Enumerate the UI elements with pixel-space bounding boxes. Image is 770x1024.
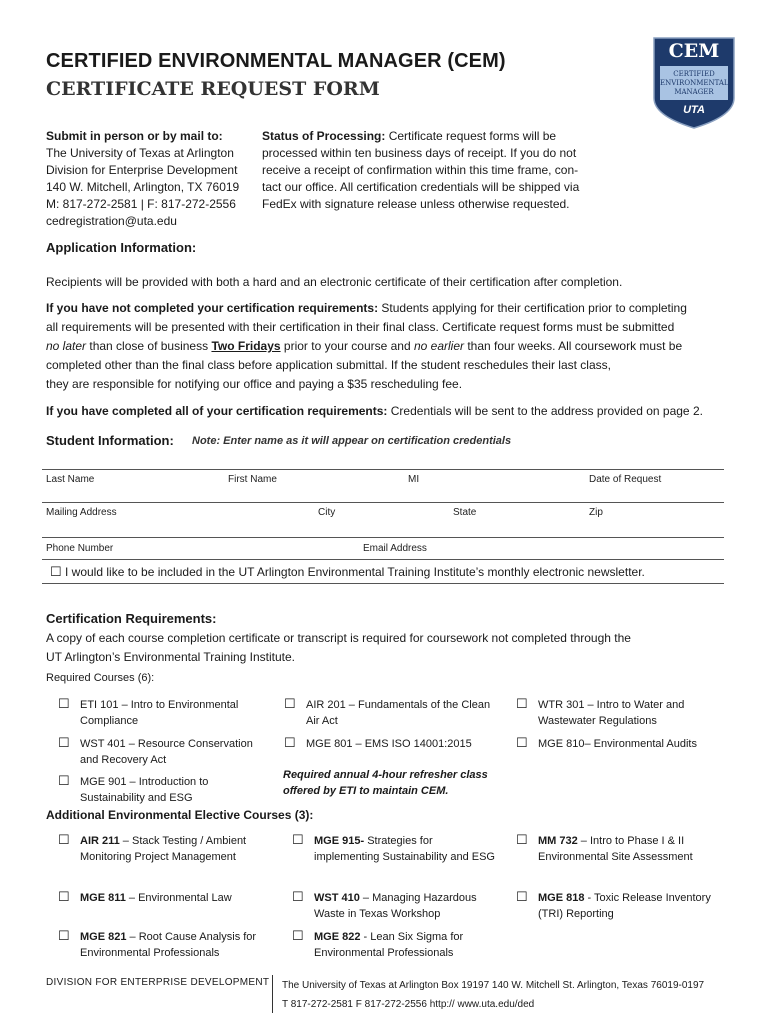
mail-email[interactable]: cedregistration@uta.edu — [46, 214, 177, 228]
course-checkbox[interactable]: ☐ — [58, 735, 70, 750]
email-field[interactable]: Email Address — [363, 543, 427, 554]
mail-line: M: 817-272-2581 | F: 817-272-2556 — [46, 197, 236, 211]
recipients-text: Recipients will be provided with both a hard and an electronic certificate of their certification after completion. — [46, 275, 623, 289]
elective-course: ☐ AIR 211 – Stack Testing / Ambient Monitoring Project Management — [58, 832, 247, 863]
course-checkbox[interactable]: ☐ — [284, 696, 296, 711]
first-name-field[interactable]: First Name — [228, 474, 277, 485]
course-checkbox[interactable]: ☐ — [516, 832, 528, 847]
course-checkbox[interactable]: ☐ — [58, 889, 70, 904]
status-text: receive a receipt of confirmation within this time frame, con- — [262, 163, 579, 177]
course-checkbox[interactable]: ☐ — [516, 696, 528, 711]
required-courses-label: Required Courses (6): — [46, 672, 155, 684]
field-line — [42, 559, 724, 560]
mail-line: 140 W. Mitchell, Arlington, TX 76019 — [46, 180, 240, 194]
mail-line: The University of Texas at Arlington — [46, 146, 234, 160]
elective-course: ☐ WST 410 – Managing Hazardous Waste in Texas Workshop — [292, 889, 477, 920]
city-field[interactable]: City — [318, 507, 336, 518]
required-course: ☐ AIR 201 – Fundamentals of the Clean Air Act — [284, 696, 491, 727]
status-heading: Status of Processing: — [262, 129, 386, 143]
elective-course: ☐ MGE 915- Strategies for implementing Sustainability and ESG — [292, 832, 495, 863]
course-checkbox[interactable]: ☐ — [516, 735, 528, 750]
course-checkbox[interactable]: ☐ — [284, 735, 296, 750]
newsletter-label: I would like to be included in the UT Arlington Environmental Training Institute’s monthly electronic newsletter. — [65, 565, 645, 579]
course-checkbox[interactable]: ☐ — [516, 889, 528, 904]
required-course: ☐ ETI 101 – Intro to Environmental Compliance — [58, 696, 239, 727]
status-text: processed within ten business days of receipt. If you do not — [262, 146, 577, 160]
footer-address: The University of Texas at Arlington Box 19197 140 W. Mitchell St. Arlington, Texas 76019-0197 T 817-272-2581 F 817-272-2556 http:// www.uta.edu/ded — [282, 980, 705, 1010]
required-course: ☐ MGE 801 – EMS ISO 14001:2015 — [284, 735, 472, 750]
mail-heading: Submit in person or by mail to: — [46, 129, 223, 143]
required-course: ☐ MGE 810– Environmental Audits — [516, 735, 697, 750]
form-title: CERTIFIED ENVIRONMENTAL MANAGER (CEM) — [46, 50, 506, 72]
date-field[interactable]: Date of Request — [589, 474, 662, 485]
course-checkbox[interactable]: ☐ — [292, 928, 304, 943]
completed-text: If you have completed all of your certification requirements: Credentials will be sent to the address provided on page 2. — [46, 404, 703, 418]
application-heading: Application Information: — [46, 240, 197, 255]
field-line — [42, 583, 724, 584]
cem-logo — [652, 36, 736, 130]
field-line — [42, 469, 724, 470]
refresher-note: Required annual 4-hour refresher class offered by ETI to maintain CEM. — [283, 769, 488, 797]
not-completed-text: If you have not completed your certification requirements: Students applying for their certification prior to completing all requirements will be presented with their certification in their final class. Certificate request forms must be submitted no later than close of business Two Fridays prior to your course and no earlier than four weeks. All coursework must be completed other than the final class before application submittal. If the student reschedules their last class, they are responsible for notifying our office and paying a $35 rescheduling fee. — [46, 301, 687, 391]
required-course: ☐ WST 401 – Resource Conservation and Recovery Act — [58, 735, 253, 766]
requirements-text: A copy of each course completion certificate or transcript is required for coursework not completed through the UT Arlington’s Environmental Training Institute. — [46, 631, 631, 664]
zip-field[interactable]: Zip — [589, 507, 603, 518]
course-checkbox[interactable]: ☐ — [58, 928, 70, 943]
mi-field[interactable]: MI — [408, 474, 420, 485]
student-note: Note: Enter name as it will appear on certification credentials — [192, 435, 512, 447]
state-field[interactable]: State — [453, 507, 477, 518]
footer-division: DIVISION FOR ENTERPRISE DEVELOPMENT — [46, 977, 270, 988]
requirements-heading: Certification Requirements: — [46, 611, 217, 626]
field-line — [42, 537, 724, 538]
elective-course: ☐ MGE 818 - Toxic Release Inventory (TRI) Reporting — [516, 889, 711, 920]
elective-course: ☐ MGE 821 – Root Cause Analysis for Environmental Professionals — [58, 928, 257, 959]
last-name-field[interactable]: Last Name — [46, 474, 95, 485]
logo-org: UTA — [683, 104, 705, 116]
course-checkbox[interactable]: ☐ — [58, 832, 70, 847]
elective-course: ☐ MM 732 – Intro to Phase I & II Environmental Site Assessment — [516, 832, 693, 863]
status-text: Certificate request forms will be — [385, 129, 557, 143]
status-block — [262, 128, 622, 213]
elective-heading: Additional Environmental Elective Courses (3): — [46, 808, 314, 822]
course-checkbox[interactable]: ☐ — [58, 696, 70, 711]
elective-course: ☐ MGE 822 - Lean Six Sigma for Environmental Professionals — [292, 928, 464, 959]
mailing-address-field[interactable]: Mailing Address — [46, 507, 117, 518]
status-text: FedEx with signature release unless otherwise requested. — [262, 197, 570, 211]
course-checkbox[interactable]: ☐ — [292, 889, 304, 904]
logo-text: CERTIFIED ENVIRONMENTAL MANAGER — [660, 70, 729, 96]
mail-line: Division for Enterprise Development — [46, 163, 238, 177]
footer-divider — [272, 975, 273, 1013]
course-checkbox[interactable]: ☐ — [292, 832, 304, 847]
form-subtitle: CERTIFICATE REQUEST FORM — [46, 78, 380, 100]
status-text: tact our office. All certification credentials will be shipped via — [262, 180, 580, 194]
logo-abbr: CEM — [668, 40, 720, 62]
newsletter-row — [50, 565, 645, 579]
required-course: ☐ WTR 301 – Intro to Water and Wastewater Regulations — [516, 696, 685, 727]
course-checkbox[interactable]: ☐ — [58, 773, 70, 788]
required-course: ☐ MGE 901 – Introduction to Sustainability and ESG — [58, 773, 209, 804]
student-heading: Student Information: — [46, 433, 174, 448]
newsletter-checkbox[interactable]: ☐ — [50, 564, 62, 579]
elective-course: ☐ MGE 811 – Environmental Law — [58, 889, 232, 904]
mail-block — [46, 128, 261, 230]
field-line — [42, 502, 724, 503]
phone-field[interactable]: Phone Number — [46, 543, 114, 554]
